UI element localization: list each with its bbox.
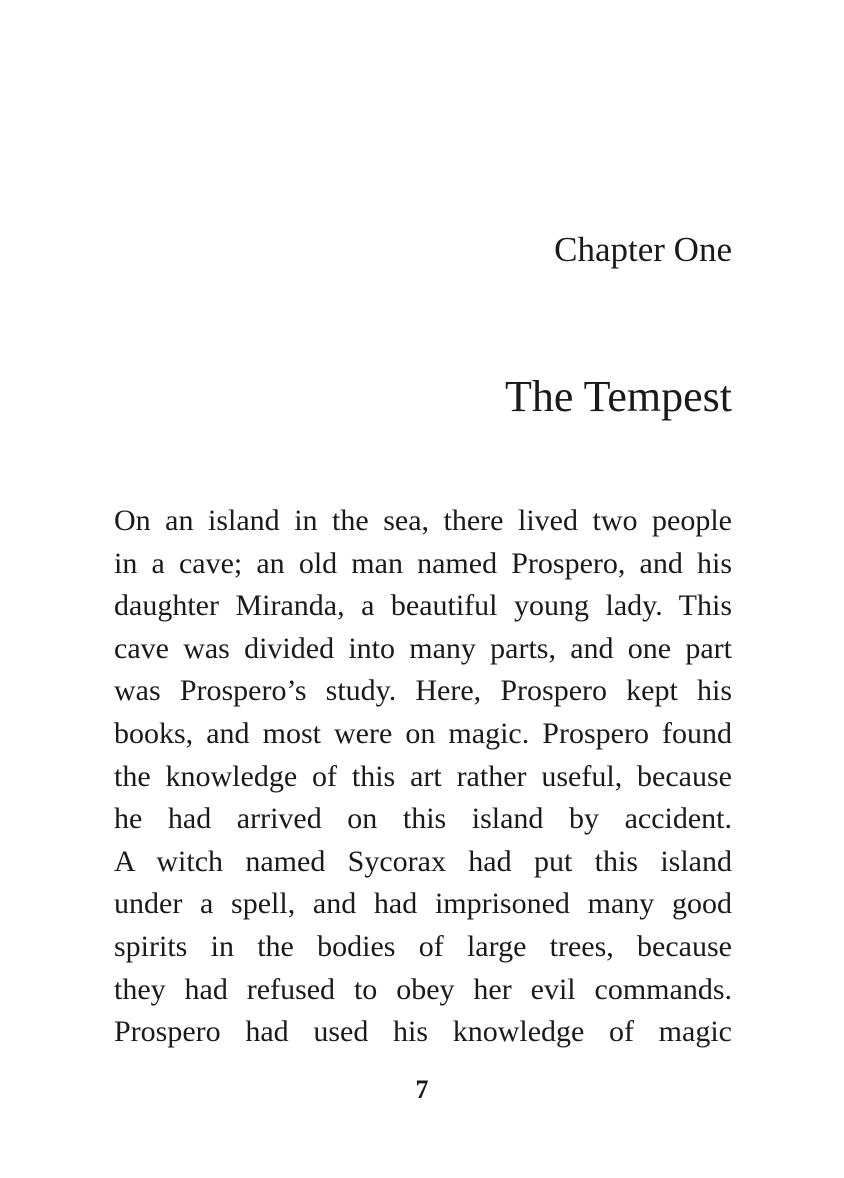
body-paragraph (114, 500, 732, 1054)
body-line: he had arrived on this island by accident. (114, 802, 732, 836)
body-line: under a spell, and had imprisoned many good (114, 887, 732, 921)
body-line: books, and most were on magic. Prospero found (114, 716, 732, 750)
body-line: was Prospero’s study. Here, Prospero kept his (114, 674, 732, 708)
body-line: Prospero had used his knowledge of magic (114, 1015, 732, 1049)
chapter-label: Chapter One (554, 230, 732, 269)
body-line: cave was divided into many parts, and one part (114, 631, 732, 665)
body-line: daughter Miranda, a beautiful young lady. This (114, 589, 732, 623)
body-line: in a cave; an old man named Prospero, and his (114, 546, 732, 580)
body-line: the knowledge of this art rather useful, because (114, 759, 732, 793)
body-line: A witch named Sycorax had put this island (114, 844, 732, 878)
body-line: spirits in the bodies of large trees, because (114, 929, 732, 963)
body-line: On an island in the sea, there lived two people (114, 504, 732, 537)
chapter-title: The Tempest (504, 372, 732, 421)
body-line: they had refused to obey her evil commands. (114, 972, 732, 1006)
page-number: 7 (415, 1075, 429, 1104)
